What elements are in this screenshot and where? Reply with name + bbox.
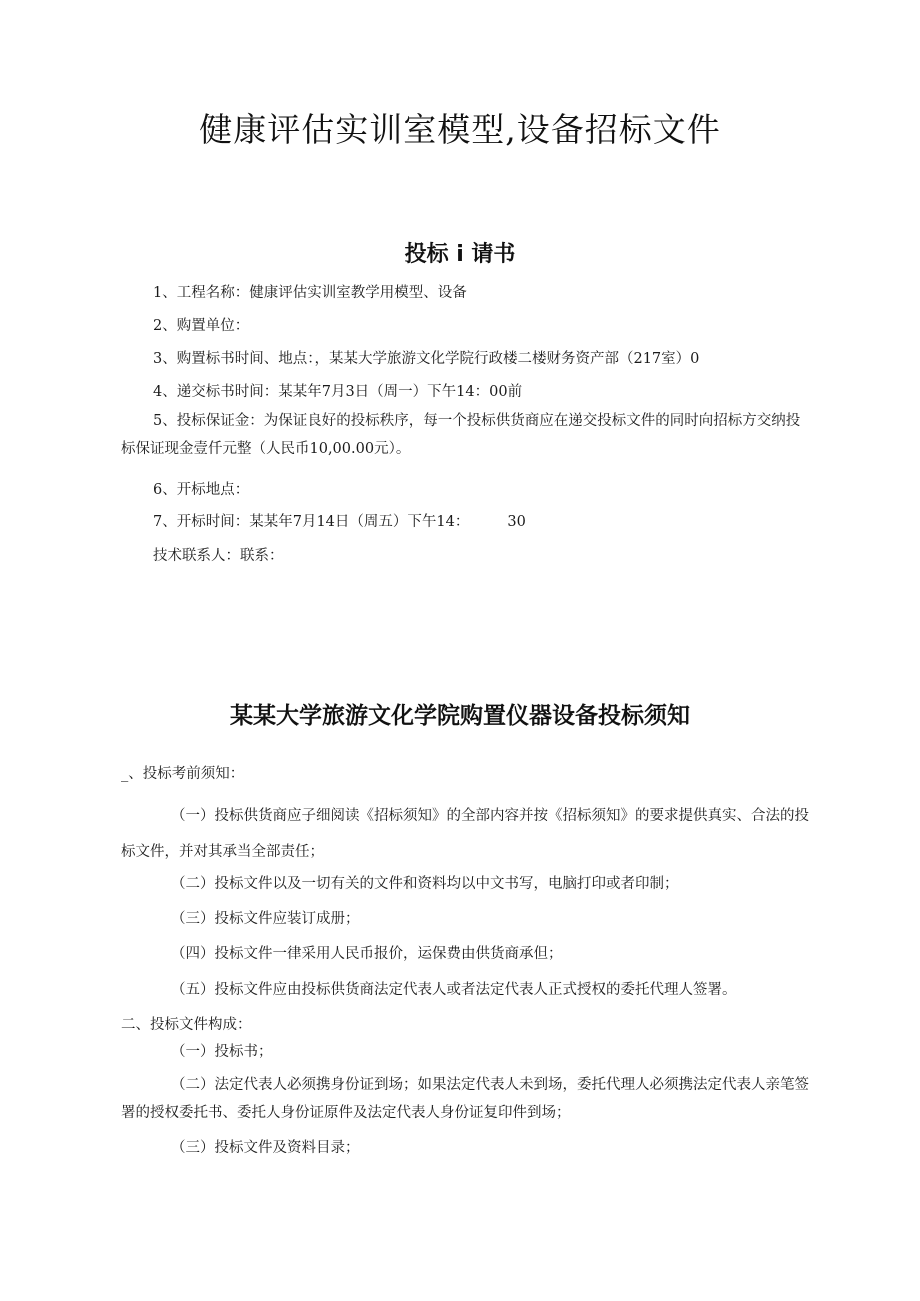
invitation-item-opening-time [153, 512, 526, 532]
document-title: 健康评估实训室模型,设备招标文件 [199, 110, 721, 149]
invitation-heading: 投标 i 请书 [404, 242, 516, 267]
notice-section2-item-1: （一）投标书； [171, 1044, 273, 1060]
notice-section1-item-5: （五）投标文件应由投标供货商法定代表人或者法定代表人正式授权的委托代理人签署。 [171, 982, 737, 998]
opening-time-minutes: 30 [507, 514, 526, 530]
invitation-item-project-name: 1、工程名称：健康评估实训室教学用模型、设备 [153, 285, 467, 301]
notice-section1-item-4: （四）投标文件一律采用人民币报价，运保费由供货商承但； [171, 946, 563, 962]
invitation-item-purchase-time-place: 3、购置标书时间、地点：，某某大学旅游文化学院行政楼二楼财务资产部（217室）0 [153, 351, 700, 367]
invitation-item-opening-place: 6、开标地点： [153, 482, 250, 498]
invitation-item-purchaser: 2、购置单位： [153, 318, 250, 334]
notice-section2-heading: 二、投标文件构成： [121, 1017, 252, 1033]
notice-section1-item-3: （三）投标文件应装订成册； [171, 911, 360, 927]
invitation-contact: 技术联系人：联系： [153, 548, 284, 564]
notice-section1-heading: _、投标考前须知： [121, 766, 245, 782]
notice-heading: 某某大学旅游文化学院购置仪器设备投标须知 [230, 703, 690, 729]
notice-section1-item-2: （二）投标文件以及一切有关的文件和资料均以中文书写，电脑打印或者印制； [171, 876, 679, 892]
notice-section2-item-2: （二）法定代表人必须携身份证到场；如果法定代表人未到场，委托代理人必须携法定代表人亲笔签署的授权委托书、委托人身份证原件及法定代表人身份证复印件到场； [121, 1077, 809, 1121]
opening-time-text: 7、开标时间：某某年7月14日（周五）下午14： [153, 514, 470, 530]
notice-section2-item-3: （三）投标文件及资料目录； [171, 1140, 360, 1156]
notice-section1-item-1: （一）投标供货商应子细阅读《招标须知》的全部内容并按《招标须知》的要求提供真实、合法的投标文件，并对其承当全部责任； [121, 808, 809, 860]
invitation-item-bid-bond: 5、投标保证金：为保证良好的投标秩序，每一个投标供货商应在递交投标文件的同时向招标方交纳投标保证现金壹仟元整（人民币10,00.00元）。 [121, 413, 801, 457]
invitation-item-submission-time: 4、递交标书时间：某某年7月3日（周一）下午14：00前 [153, 384, 523, 400]
